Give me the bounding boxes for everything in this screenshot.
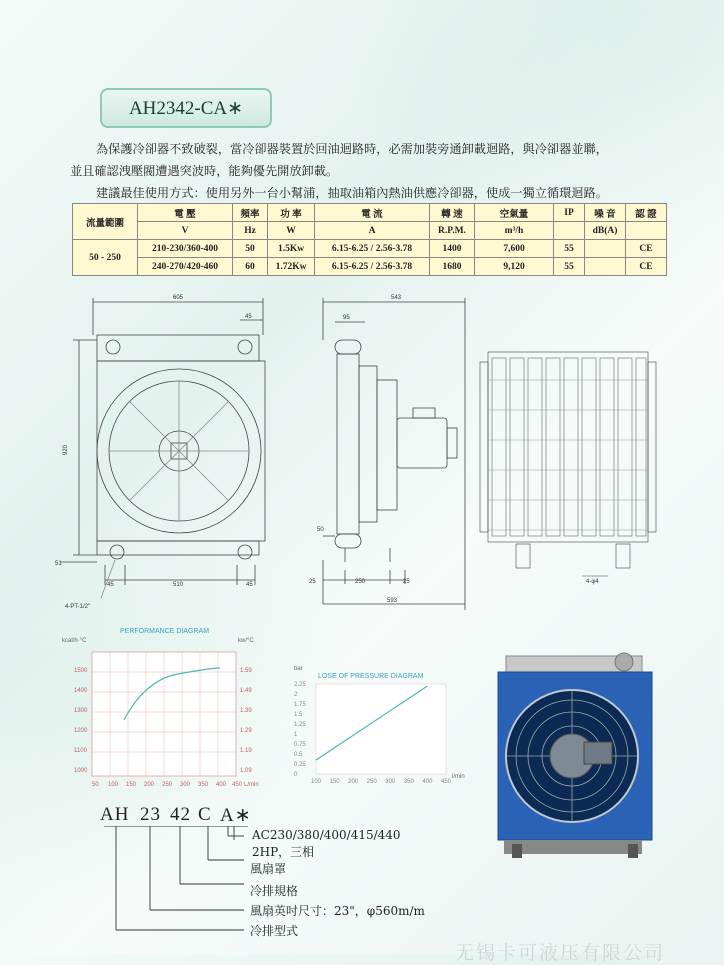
code-23: 23 <box>140 804 161 825</box>
cell: 7,600 <box>475 240 554 258</box>
dim-250: 250 <box>355 579 366 585</box>
dim-50: 50 <box>317 527 324 533</box>
dim-25a: 25 <box>309 579 316 585</box>
perf-yr-0: 1.59 <box>240 668 252 674</box>
code-42: 42 <box>170 804 191 825</box>
pressure-ytick: 2 <box>294 692 298 698</box>
dim-top-45: 45 <box>245 314 252 320</box>
unit-w: W <box>268 222 315 240</box>
hdr-ip: IP <box>554 204 585 222</box>
company-footer: 无锡卡可液压有限公司 <box>455 942 666 964</box>
pressure-ytick: 1.5 <box>294 712 303 718</box>
perf-left-unit: kcal/h·°C <box>62 638 87 644</box>
cell: 210-230/360-400 <box>138 240 233 258</box>
cell: 6.15-6.25 / 2.56-3.78 <box>315 258 430 276</box>
pressure-xtick: 300 <box>385 779 396 785</box>
pressure-xtick: 150 <box>329 779 340 785</box>
dim-25b: 25 <box>403 579 410 585</box>
spec-unit-row <box>73 222 667 240</box>
cell: 55 <box>554 240 585 258</box>
hdr-current: 電 流 <box>315 204 430 222</box>
pressure-ytick: 1 <box>294 732 298 738</box>
unit-a: A <box>315 222 430 240</box>
pressure-xtick: 400 <box>422 779 433 785</box>
cell: 1680 <box>430 258 475 276</box>
unit-air: m³/h <box>475 222 554 240</box>
pressure-title: LOSE OF PRESSURE DIAGRAM <box>318 673 424 680</box>
dim-bot-45b: 45 <box>246 582 253 588</box>
perf-x-5: 300 <box>180 782 191 788</box>
pressure-xtick: 450 <box>441 779 452 785</box>
intro-line-3: 建議最佳使用方式：使用另外一台小幫浦，抽取油箱內熱油供應冷卻器，使成一獨立循環迴路。 <box>96 186 608 200</box>
perf-x-6: 350 <box>198 782 209 788</box>
front-view-drawing <box>55 290 285 620</box>
performance-title: PERFORMANCE DIAGRAM <box>120 628 210 635</box>
perf-x-7: 400 <box>216 782 227 788</box>
product-photo <box>492 648 658 864</box>
dim-593: 593 <box>387 598 398 604</box>
spec-table <box>72 203 667 276</box>
cell: 6.15-6.25 / 2.56-3.78 <box>315 240 430 258</box>
perf-x-3: 200 <box>144 782 155 788</box>
perf-yl-1: 1400 <box>74 688 88 694</box>
cell: 1400 <box>430 240 475 258</box>
dim-543: 543 <box>391 295 402 301</box>
cell: 1.5Kw <box>268 240 315 258</box>
spec-header-row <box>73 204 667 222</box>
dim-920: 920 <box>63 444 69 455</box>
rear-view-drawing <box>478 340 658 590</box>
cell: 240-270/420-460 <box>138 258 233 276</box>
unit-cert <box>626 222 667 240</box>
flow-range: 50 - 250 <box>73 240 138 276</box>
perf-x-2: 150 <box>126 782 137 788</box>
hdr-power: 功 率 <box>268 204 315 222</box>
spec-row-2 <box>73 258 667 276</box>
perf-x-unit: L/min <box>244 782 259 788</box>
legend-fan-cover: 風扇罩 <box>250 862 287 876</box>
legend-power: 2HP，三相 <box>252 845 315 859</box>
hdr-cert: 認 證 <box>626 204 667 222</box>
cell: 1.72Kw <box>268 258 315 276</box>
legend-voltage: AC230/380/400/415/440 <box>252 828 401 842</box>
perf-yl-4: 1100 <box>74 748 87 754</box>
hdr-rpm: 轉 速 <box>430 204 475 222</box>
hdr-air: 空氣量 <box>475 204 554 222</box>
perf-x-0: 50 <box>92 782 99 788</box>
pressure-xtick: 350 <box>403 779 414 785</box>
cell: 60 <box>233 258 268 276</box>
pressure-ytick: 0 <box>294 772 298 778</box>
spec-row-1 <box>73 240 667 258</box>
perf-yl-3: 1200 <box>74 728 88 734</box>
hdr-freq: 頻率 <box>233 204 268 222</box>
code-leader-lines <box>100 826 260 936</box>
legend-cooler-type: 冷排型式 <box>250 924 299 938</box>
dim-95: 95 <box>343 315 350 321</box>
dim-605: 605 <box>173 295 184 301</box>
performance-chart <box>60 648 280 793</box>
unit-v: V <box>138 222 233 240</box>
legend-fan-size: 風扇英吋尺寸：23"，φ560m/m <box>250 904 425 918</box>
hdr-flow: 流量範圍 <box>73 204 138 240</box>
perf-yr-5: 1.09 <box>240 768 252 774</box>
model-title: AH2342-CA∗ <box>100 88 272 128</box>
pressure-xtick: 250 <box>366 779 377 785</box>
perf-yl-5: 1000 <box>74 768 88 774</box>
intro-line-2: 並且確認洩壓閥遭遇突波時，能夠優先開放卸載。 <box>70 164 339 178</box>
code-c: C <box>198 804 212 825</box>
perf-x-4: 250 <box>162 782 173 788</box>
pressure-xtick: 200 <box>348 779 359 785</box>
perf-x-8: 450 <box>232 782 243 788</box>
code-ah: AH <box>100 804 130 825</box>
perf-yr-1: 1.49 <box>240 688 252 694</box>
cell <box>585 258 626 276</box>
unit-ip <box>554 222 585 240</box>
port-label: 4-PT-1/2" <box>65 604 91 610</box>
perf-right-unit: kw/°C <box>238 638 254 644</box>
pressure-ylabel: bar <box>294 666 303 672</box>
cell: CE <box>626 240 667 258</box>
pressure-ytick: 0.5 <box>294 752 303 758</box>
rear-hole-label: 4-φ4 <box>586 579 599 585</box>
cell: 55 <box>554 258 585 276</box>
perf-yl-2: 1300 <box>74 708 88 714</box>
intro-text <box>70 138 670 204</box>
cell: 9,120 <box>475 258 554 276</box>
perf-yr-4: 1.19 <box>240 748 252 754</box>
cell <box>585 240 626 258</box>
perf-yr-2: 1.39 <box>240 708 252 714</box>
pressure-ytick: 1.75 <box>294 702 306 708</box>
unit-db: dB(A) <box>585 222 626 240</box>
unit-rpm: R.P.M. <box>430 222 475 240</box>
pressure-loss-chart <box>280 664 480 794</box>
pressure-xtick: 100 <box>311 779 322 785</box>
pressure-ytick: 2.25 <box>294 682 306 688</box>
cell: 50 <box>233 240 268 258</box>
unit-hz: Hz <box>233 222 268 240</box>
legend-cooler-spec: 冷排規格 <box>250 884 299 898</box>
dim-510: 510 <box>173 582 184 588</box>
pressure-ytick: 0.25 <box>294 762 306 768</box>
perf-yr-3: 1.29 <box>240 728 252 734</box>
perf-yl-0: 1500 <box>74 668 88 674</box>
intro-line-1: 為保護冷卻器不致破裂，當冷卻器裝置於回油迴路時，必需加裝旁通卸載迴路，與冷卻器並聯， <box>96 142 608 156</box>
pressure-ytick: 0.75 <box>294 742 306 748</box>
hdr-noise: 噪 音 <box>585 204 626 222</box>
code-a: A∗ <box>220 805 252 826</box>
cell: CE <box>626 258 667 276</box>
dim-51: 51 <box>55 561 62 567</box>
dim-bot-45a: 45 <box>107 582 114 588</box>
perf-x-1: 100 <box>108 782 119 788</box>
pressure-xlabel: l/min <box>452 774 465 780</box>
side-view-drawing <box>305 290 475 610</box>
pressure-ytick: 1.25 <box>294 722 306 728</box>
hdr-voltage: 電 壓 <box>138 204 233 222</box>
